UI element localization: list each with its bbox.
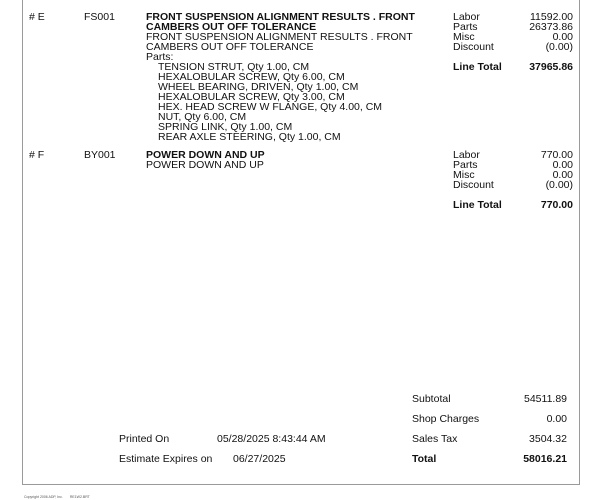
part-line: TENSION STRUT, Qty 1.00, CM: [158, 61, 310, 73]
discount-value: (0.00): [545, 41, 573, 53]
sales-tax-value: 3504.32: [529, 433, 567, 445]
misc-label: Misc: [453, 31, 475, 43]
op-code: FS001: [84, 11, 115, 23]
op-code: BY001: [84, 149, 116, 161]
line-total-label: Line Total: [453, 61, 502, 73]
part-line: SPRING LINK, Qty 1.00, CM: [158, 121, 293, 133]
labor-label: Labor: [453, 11, 480, 23]
labor-label: Labor: [453, 149, 480, 161]
shop-charges-value: 0.00: [546, 413, 567, 425]
line-total-value: 37965.86: [529, 61, 573, 73]
part-line: HEXALOBULAR SCREW, Qty 3.00, CM: [158, 91, 345, 103]
parts-cost-value: 26373.86: [529, 21, 573, 33]
job-code: # F: [29, 149, 45, 161]
estimate-page: [22, 0, 580, 485]
misc-value: 0.00: [552, 169, 573, 181]
form-code: RE1W2.BRT: [69, 495, 90, 499]
cost-breakdown: [453, 12, 573, 72]
total-label: Total: [412, 453, 437, 465]
part-line: HEXALOBULAR SCREW, Qty 6.00, CM: [158, 71, 345, 83]
part-line: WHEEL BEARING, DRIVEN, Qty 1.00, CM: [158, 81, 359, 93]
page-footer: [24, 495, 90, 499]
total-value: 58016.21: [523, 453, 567, 465]
subtotal-label: Subtotal: [412, 393, 451, 405]
labor-value: 770.00: [540, 149, 573, 161]
line-total-label: Line Total: [453, 199, 502, 211]
expires-label: Estimate Expires on: [119, 453, 213, 465]
job-title: POWER DOWN AND UP: [146, 149, 265, 161]
shop-charges-label: Shop Charges: [412, 413, 480, 425]
misc-label: Misc: [453, 169, 475, 181]
estimate-summary: [412, 393, 567, 473]
discount-label: Discount: [453, 179, 494, 191]
parts-cost-value: 0.00: [552, 159, 573, 171]
expires-value: 06/27/2025: [233, 453, 286, 465]
printed-on-label: Printed On: [119, 433, 170, 445]
misc-value: 0.00: [552, 31, 573, 43]
job-description: FRONT SUSPENSION ALIGNMENT RESULTS . FRONT CAMBERS OUT OFF TOLERANCE: [146, 31, 413, 53]
job-description: POWER DOWN AND UP: [146, 159, 264, 171]
parts-cost-label: Parts: [453, 21, 478, 33]
line-total-value: 770.00: [540, 199, 573, 211]
part-line: HEX. HEAD SCREW W FLANGE, Qty 4.00, CM: [158, 101, 383, 113]
labor-value: 11592.00: [529, 11, 573, 23]
parts-label: Parts:: [146, 51, 174, 63]
parts-cost-label: Parts: [453, 159, 478, 171]
job-title: FRONT SUSPENSION ALIGNMENT RESULTS . FRONT CAMBERS OUT OFF TOLERANCE: [146, 11, 415, 33]
parts-list: [146, 62, 382, 142]
part-line: REAR AXLE STEERING, Qty 1.00, CM: [158, 131, 341, 143]
sales-tax-label: Sales Tax: [412, 433, 458, 445]
job-code: # E: [29, 11, 45, 23]
copyright-text: Copyright 2006 ADP, Inc.: [24, 495, 63, 499]
discount-value: (0.00): [545, 179, 573, 191]
cost-breakdown: [453, 150, 573, 210]
subtotal-value: 54511.89: [523, 393, 567, 405]
part-line: NUT, Qty 6.00, CM: [158, 111, 247, 123]
printed-on-value: 05/28/2025 8:43:44 AM: [217, 433, 326, 445]
discount-label: Discount: [453, 41, 494, 53]
